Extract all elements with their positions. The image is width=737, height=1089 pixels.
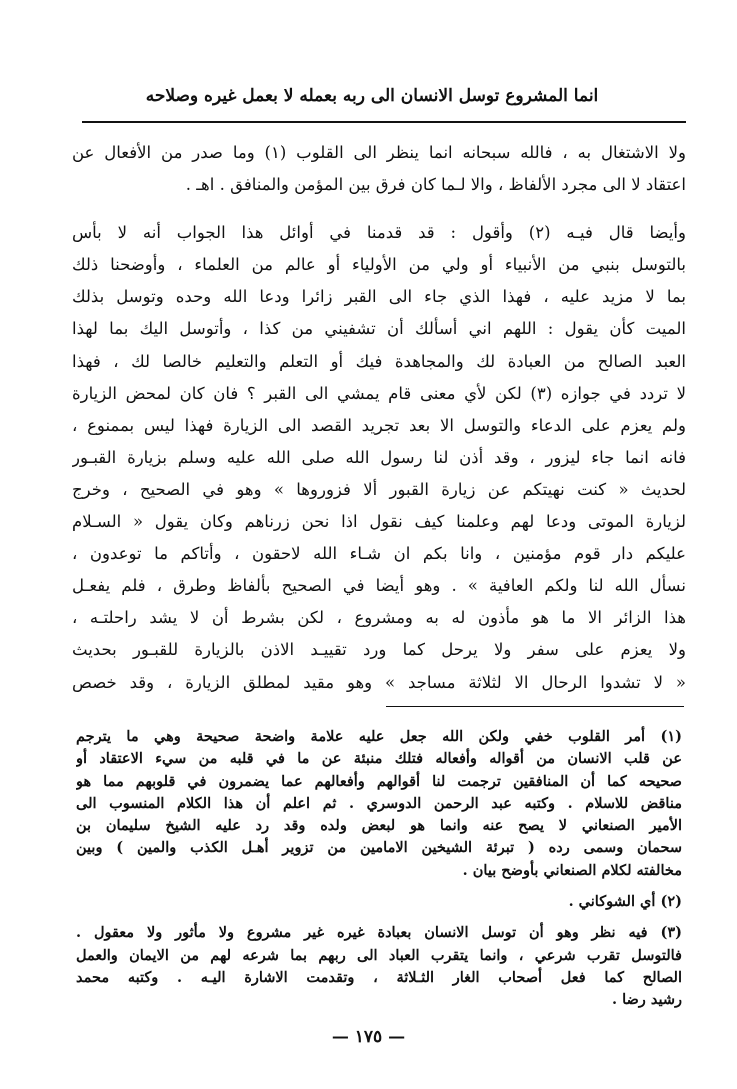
footnote-rule bbox=[386, 706, 684, 707]
header-rule bbox=[82, 121, 686, 123]
body-line: نسأل الله لنا ولكم العافية » . وهو أيضا في الصحيح بألفاظ وطرق ، فلم يفعـل bbox=[72, 576, 686, 596]
main-text bbox=[72, 137, 686, 699]
footnote bbox=[76, 891, 682, 913]
footnote bbox=[76, 726, 682, 882]
footnote-line: (١) أمر القلوب خفي ولكن الله جعل عليه علامة واضحة صحيحة وهي ما يترجم bbox=[76, 728, 682, 745]
footnote-gap bbox=[76, 913, 682, 922]
footnote-line: فالتوسل تقرب شرعي ، وانما يتقرب العباد الى ربهم بما شرعه لهم من الايمان والعمل bbox=[76, 946, 682, 964]
body-paragraph bbox=[72, 137, 686, 201]
footnote-line: (٣) فيه نظر وهو أن توسل الانسان بعبادة غيره غير مشروع ولا مأثور ولا معقول . bbox=[76, 924, 682, 942]
body-line: فانه انما جاء ليزور ، وقد أذن لنا رسول الله صلى الله عليه وسلم بزيارة القبـور bbox=[72, 447, 686, 467]
footnote-line: سحمان وسمى رده ( تبرئة الشيخين الامامين من تزوير أهـل الكذب والمين ) وبين bbox=[76, 839, 682, 857]
footnote-line: مناقض للاسلام . وكتبه عبد الرحمن الدوسري . ثم اعلم أن هذا الكلام المنسوب الى bbox=[76, 794, 682, 812]
footnote-line: الأمير الصنعاني لا يصح عنه وانما هو لبعض ولده وقد رد عليه الشيخ سليمان بن bbox=[76, 817, 682, 835]
footnote-line: (٢) أي الشوكاني . bbox=[568, 893, 682, 911]
footnote-line: صحيحه كما أن المنافقين ترجمت لنا أقوالهم وأفعالهم عما يضمرون في قلوبهم مما هو bbox=[76, 772, 682, 790]
footnotes bbox=[76, 726, 682, 1012]
body-line: اعتقاد لا الى مجرد الألفاظ ، والا لـما كان فرق بين المؤمن والمنافق . اهـ . bbox=[185, 175, 686, 195]
body-paragraph bbox=[72, 217, 686, 698]
body-line: بما لا مزيد عليه ، فهذا الذي جاء الى القبر زائرا ودعا الله وحده وتوسل بذلك bbox=[72, 287, 686, 307]
body-line: ولا يعزم على سفر ولا يرحل كما ورد تقييـد الاذن بالزيارة للقبـور بحديث bbox=[72, 640, 686, 660]
running-header: انما المشروع توسل الانسان الى ربه بعمله لا بعمل غيره وصلاحه bbox=[145, 86, 599, 106]
footnote-gap bbox=[76, 882, 682, 891]
body-line: الميت كأن يقول : اللهم اني أسألك أن تشفيني من كذا ، وأتوسل اليك بما لهذا bbox=[72, 319, 686, 339]
body-line: بالتوسل بنبي من الأنبياء أو ولي من الأولياء أو عالم من العلماء ، وأوضحنا ذلك bbox=[72, 255, 686, 275]
footnote-line: رشيد رضا . bbox=[611, 991, 682, 1009]
body-line: ولا الاشتغال به ، فالله سبحانه انما ينظر الى القلوب (١) وما صدر من الأفعال عن bbox=[72, 143, 686, 162]
body-line: هذا الزائر الا ما هو مأذون له به ومشروع ، لكن بشرط أن لا يشد راحلتـه ، bbox=[72, 608, 686, 628]
body-line: لا تردد في جوازه (٣) لكن لأي معنى قام يمشي الى القبر ؟ فان كان لمحض الزيارة bbox=[72, 383, 686, 403]
body-line: « لا تشدوا الرحال الا لثلاثة مساجد » وهو مقيد لمطلق الزيارة ، وقد خصص bbox=[72, 672, 686, 692]
body-line: وأيضا قال فيـه (٢) وأقول : قد قدمنا في أوائل هذا الجواب أنه لا بأس bbox=[72, 223, 686, 243]
footnote-line: مخالفته لكلام الصنعاني بأوضح بيان . bbox=[462, 861, 682, 879]
page-number: — ١٧٥ — bbox=[331, 1027, 406, 1047]
footnote bbox=[76, 922, 682, 1011]
body-line: العبد الصالح من العبادة لك والمجاهدة فيك أو التعلم والتعليم خالصا لك ، فهذا bbox=[72, 351, 686, 371]
body-line: لحديث « كنت نهيتكم عن زيارة القبور ألا فزوروها » وهو في الصحيح ، وخرج bbox=[72, 479, 686, 499]
body-line: ولم يعزم على الدعاء والتوسل الا بعد تجريد القصد الى الزيارة فهذا ليس بممنوع ، bbox=[72, 415, 686, 435]
body-line: عليكم دار قوم مؤمنين ، وانا بكم ان شـاء الله لاحقون ، وأتاكم ما توعدون ، bbox=[72, 544, 686, 564]
footnote-line: الصالح كما فعل أصحاب الغار الثـلاثة ، وتقدمت الاشارة اليـه . وكتبه محمد bbox=[76, 968, 682, 986]
footnote-line: عن قلب الانسان من أقواله وأفعاله فتلك منبئة عن ما في قلبه من سيء الاعتقاد أو bbox=[76, 750, 682, 768]
body-line: لزيارة الموتى ودعا لهم وعلمنا كيف نقول اذا نحن زرناهم وكان يقول « السـلام bbox=[72, 512, 686, 532]
paragraph-gap bbox=[72, 201, 686, 217]
